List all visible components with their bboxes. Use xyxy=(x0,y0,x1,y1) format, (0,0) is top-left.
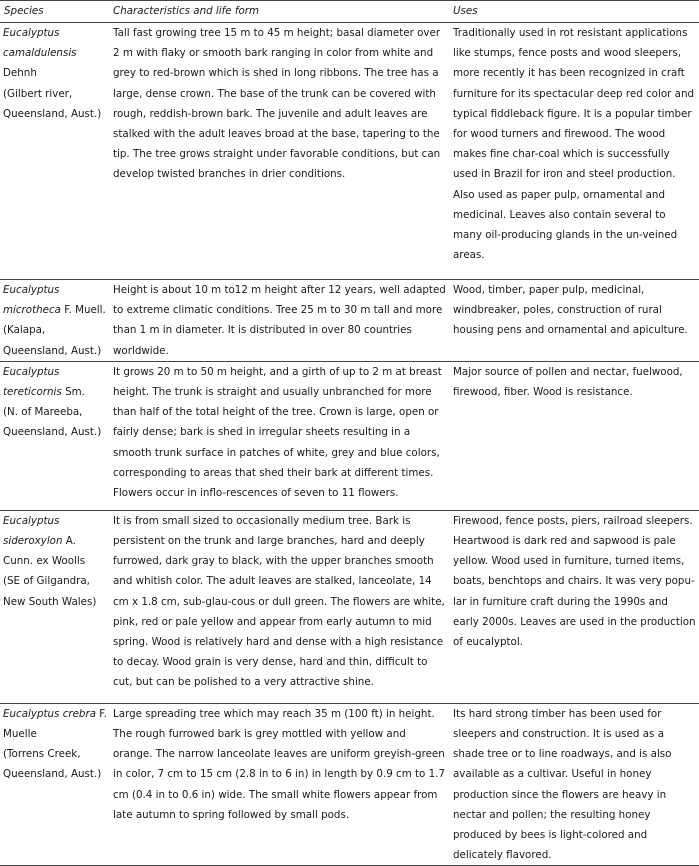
table-row xyxy=(0,361,699,510)
uses-cell: Wood, timber, paper pulp, medicinal, windbreaker, poles, construction of rural housing pens and ornamental and apiculture. xyxy=(449,280,699,362)
characteristics-cell: It is from small sized to occasionally medium tree. Bark is persistent on the trunk and large branches, hard and deeply furrowed, dark gray to black, with the upper branches smooth and whitish color. The adult leaves are stalked, lanceolate, 14 cm x 1.8 cm, sub-glau-cous or dull green. The flowers are white, pink, red or pale yellow and appear from early autumn to mid spring. Wood is relatively hard and dense with a high resistance to decay. Wood grain is very dense, hard and thin, difficult to cut, but can be polished to a very attractive shine. xyxy=(109,510,449,703)
species-scientific-name: Eucalyptus crebra xyxy=(3,707,97,720)
header-characteristics: Characteristics and life form xyxy=(109,1,449,23)
species-cell xyxy=(0,361,109,510)
species-author: F. Muell. xyxy=(64,304,106,317)
species-cell xyxy=(0,23,109,280)
characteristics-cell: Height is about 10 m to12 m height after 12 years, well adapted to extreme climatic conditions. Tree 25 m to 30 m tall and more than 1 m in diameter. It is distributed in over 80 countries worldwide. xyxy=(109,280,449,362)
header-uses: Uses xyxy=(449,1,699,23)
species-locality: (Gilbert river, Queensland, Aust.) xyxy=(3,87,102,120)
species-scientific-name: Eucalyptus camaldulensis xyxy=(3,27,77,60)
species-scientific-name: Eucalyptus sideroxylon xyxy=(3,514,63,548)
uses-cell: Firewood, fence posts, piers, railroad sleepers. Heartwood is dark red and sapwood is pale yellow. Wood used in furniture, turned items, boats, benchtops and chairs. It was very popu-lar in furniture craft during the 1990s and early 2000s. Leaves are used in the production of eucalyptol. xyxy=(449,510,699,703)
species-locality: (SE of Gilgandra, New South Wales) xyxy=(3,575,97,608)
table-row xyxy=(0,280,699,362)
species-cell xyxy=(0,280,109,362)
characteristics-cell: Large spreading tree which may reach 35 m (100 ft) in height. The rough furrowed bark is grey mottled with yellow and orange. The narrow lanceolate leaves are uniform greyish-green in color, 7 cm to 15 cm (2.8 in to 6 in) in length by 0.9 cm to 1.7 cm (0.4 in to 0.6 in) wide. The small white flowers appear from late autumn to spring followed by small pods. xyxy=(109,703,449,866)
characteristics-cell: It grows 20 m to 50 m height, and a girth of up to 2 m at breast height. The trunk is straight and usually unbranched for more than half of the total height of the tree. Crown is large, open or fairly dense; bark is shed in irregular sheets resulting in a smooth trunk surface in patches of white, grey and blue colors, corresponding to areas that shed their bark at different times. Flowers occur in inflo-rescences of seven to 11 flowers. xyxy=(109,361,449,510)
species-author: Sm. xyxy=(65,386,85,399)
species-scientific-name: Eucalyptus microtheca xyxy=(3,284,61,317)
uses-cell: Major source of pollen and nectar, fuelwood, firewood, fiber. Wood is resistance. xyxy=(449,361,699,510)
species-author: Dehnh xyxy=(3,67,37,80)
table-row xyxy=(0,703,699,866)
characteristics-cell: Tall fast growing tree 15 m to 45 m height; basal diameter over 2 m with flaky or smooth bark ranging in color from white and grey to red-brown which is shed in long ribbons. The tree has a large, dense crown. The base of the trunk can be covered with rough, reddish-brown bark. The juvenile and adult leaves are stalked with the adult leaves broad at the base, tapering to the tip. The tree grows straight under favorable conditions, but can develop twisted branches in drier conditions. xyxy=(109,23,449,280)
species-cell xyxy=(0,703,109,866)
species-scientific-name: Eucalyptus tereticornis xyxy=(3,365,62,399)
table-row xyxy=(0,23,699,280)
uses-cell: Traditionally used in rot resistant applications like stumps, fence posts and wood sleepers, more recently it has been recognized in craft furniture for its spectacular deep red color and typical fiddleback figure. It is a popular timber for wood turners and firewood. The wood makes fine char-coal which is successfully used in Brazil for iron and steel production. Also used as paper pulp, ornamental and medicinal. Leaves also contain several to many oil-producing glands in the un-veined areas. xyxy=(449,23,699,280)
species-author: A. Cunn. ex Woolls xyxy=(3,535,86,568)
species-locality: (Kalapa, Queensland, Aust.) xyxy=(3,324,102,357)
header-row xyxy=(0,1,699,23)
uses-cell: Its hard strong timber has been used for sleepers and construction. It is used as a shade tree or to line roadways, and is also available as a cultivar. Useful in honey production since the flowers are heavy in nectar and pollen; the resulting honey produced by bees is light-colored and delicately flavored. xyxy=(449,703,699,866)
species-locality: (N. of Mareeba, Queensland, Aust.) xyxy=(3,406,102,439)
header-species: Species xyxy=(0,1,109,23)
species-locality: (Torrens Creek, Queensland, Aust.) xyxy=(3,748,102,781)
species-author: F. Muelle xyxy=(3,707,107,741)
species-cell xyxy=(0,510,109,703)
table-row xyxy=(0,510,699,703)
